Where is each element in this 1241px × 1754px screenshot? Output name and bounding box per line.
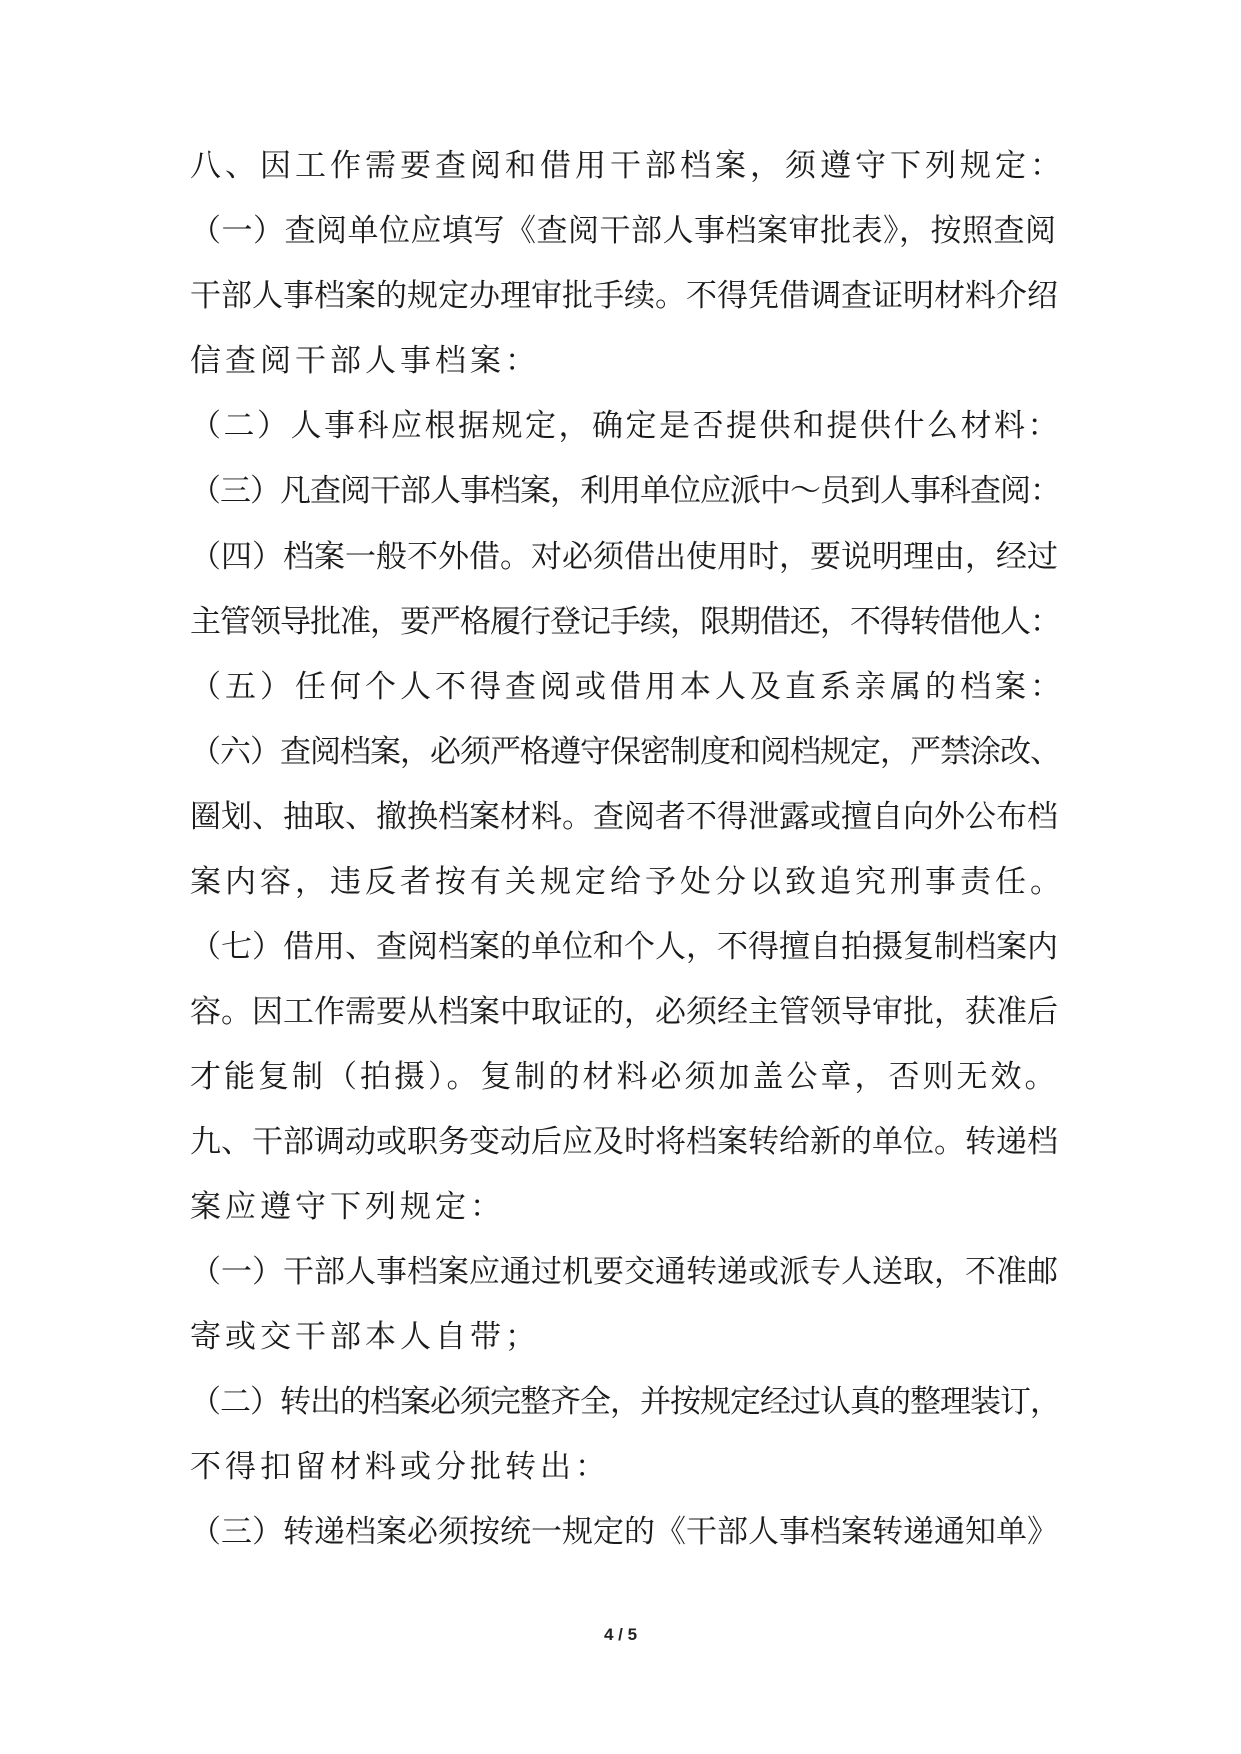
text-line: 主管领导批准，要严格履行登记手续，限期借还，不得转借他人：: [190, 604, 1060, 640]
text-line: 案应遵守下列规定：: [190, 1189, 505, 1225]
text-line: 寄或交干部本人自带；: [190, 1319, 540, 1355]
text-line: （五）任何个人不得查阅或借用本人及直系亲属的档案：: [190, 669, 1065, 705]
text-line: （一）查阅单位应填写《查阅干部人事档案审批表》，按照查阅: [190, 213, 1057, 249]
text-line: 才能复制（拍摄）。复制的材料必须加盖公章，否则无效。: [190, 1059, 1059, 1095]
text-line: （三）转递档案必须按统一规定的《干部人事档案转递通知单》: [190, 1514, 1058, 1550]
text-line: （二）人事科应根据规定，确定是否提供和提供什么材料：: [190, 408, 1061, 444]
text-line: 圈划、抽取、撤换档案材料。查阅者不得泄露或擅自向外公布档: [190, 799, 1058, 835]
text-line: （四）档案一般不外借。对必须借出使用时，要说明理由，经过: [190, 539, 1058, 575]
text-line: 干部人事档案的规定办理审批手续。不得凭借调查证明材料介绍: [190, 278, 1058, 314]
text-line: （二）转出的档案必须完整齐全，并按规定经过认真的整理装订，: [190, 1384, 1060, 1420]
text-line: （七）借用、查阅档案的单位和个人，不得擅自拍摄复制档案内: [190, 929, 1058, 965]
text-line: 信查阅干部人事档案：: [190, 343, 540, 379]
text-line: 九、干部调动或职务变动后应及时将档案转给新的单位。转递档: [190, 1124, 1058, 1160]
text-line: 案内容，违反者按有关规定给予处分以致追究刑事责任。: [190, 864, 1065, 900]
text-line: （三）凡查阅干部人事档案，利用单位应派中～员到人事科查阅：: [190, 473, 1060, 509]
text-line: （六）查阅档案，必须严格遵守保密制度和阅档规定，严禁涂改、: [190, 734, 1060, 770]
page-number: 4 / 5: [603, 1625, 638, 1644]
text-line: 不得扣留材料或分批转出：: [190, 1449, 610, 1485]
text-line: （一）干部人事档案应通过机要交通转递或派专人送取，不准邮: [190, 1254, 1058, 1290]
text-line: 八、因工作需要查阅和借用干部档案，须遵守下列规定：: [190, 148, 1065, 184]
text-line: 容。因工作需要从档案中取证的，必须经主管领导审批，获准后: [190, 994, 1058, 1030]
